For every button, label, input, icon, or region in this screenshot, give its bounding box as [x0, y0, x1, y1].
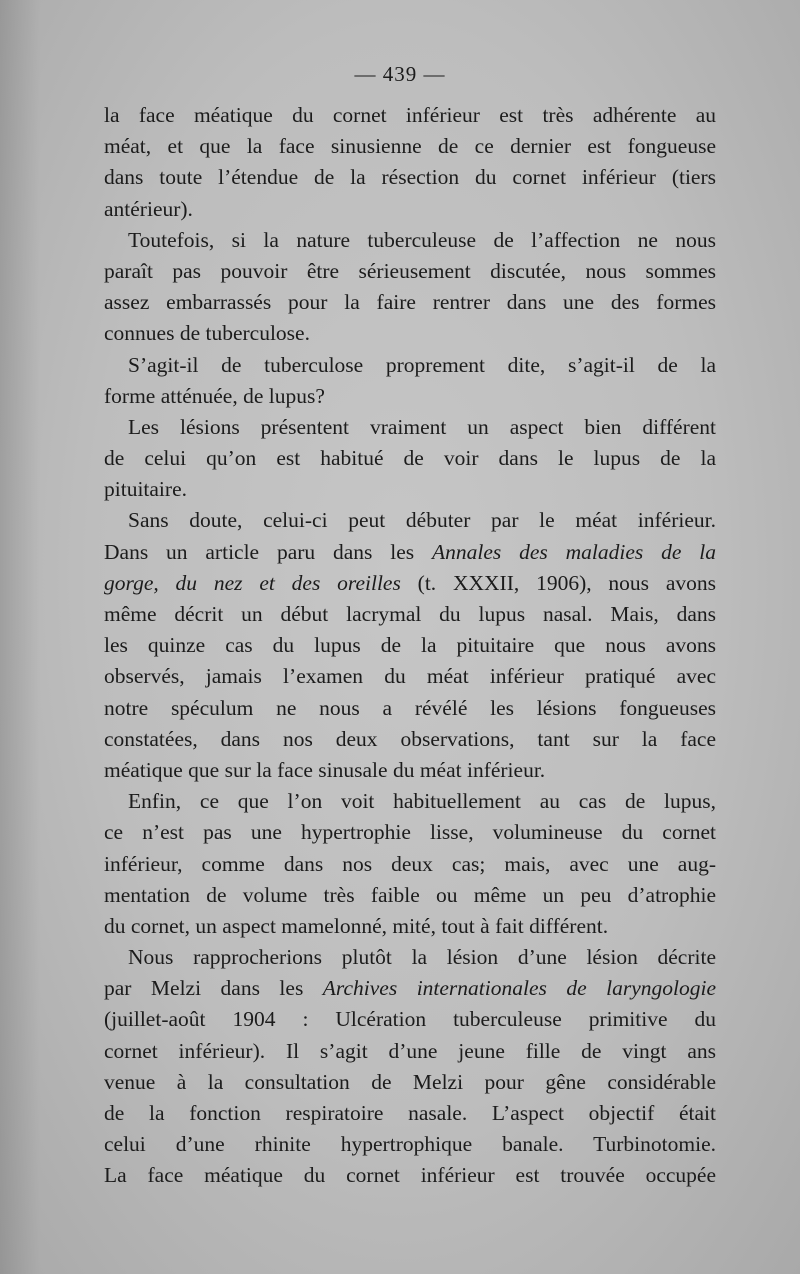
line-text: par Melzi dans les	[104, 976, 323, 1001]
line-text: pituitaire.	[104, 477, 187, 502]
line-text: Toutefois, si la nature tuberculeuse de l’affection ne nous	[128, 227, 716, 252]
line-text: de celui qu’on est habitué de voir dans le lupus de la	[104, 446, 716, 471]
text-line	[104, 568, 716, 599]
line-text: dans toute l’étendue de la résection du cornet inférieur (tiers	[104, 165, 716, 190]
line-text: venue à la consultation de Melzi pour gêne considérable	[104, 1069, 716, 1094]
line-text: mentation de volume très faible ou même un peu d’atrophie	[104, 882, 716, 907]
line-text: la face méatique du cornet inférieur est très adhérente au	[104, 103, 716, 127]
line-text: assez embarrassés pour la faire rentrer dans une des formes	[104, 290, 716, 315]
text-line	[104, 412, 716, 443]
line-text: Dans un article paru dans les	[104, 539, 433, 564]
page-number: — 439 —	[354, 62, 446, 86]
line-text: Sans doute, celui-ci peut débuter par le méat inférieur.	[128, 508, 716, 533]
line-text: forme atténuée, de lupus?	[104, 383, 325, 408]
line-text: celui d’une rhinite hypertrophique banale. Turbinotomie.	[104, 1132, 716, 1157]
text-line	[104, 1004, 716, 1035]
text-line	[104, 911, 716, 942]
line-text: La face méatique du cornet inférieur est trouvée occupée	[104, 1163, 716, 1188]
text-line	[104, 162, 716, 193]
line-text: Enfin, ce que l’on voit habituellement au cas de lupus,	[128, 789, 716, 814]
text-line	[104, 880, 716, 911]
line-text: paraît pas pouvoir être sérieusement discutée, nous sommes	[104, 258, 716, 283]
line-text: constatées, dans nos deux observations, tant sur la face	[104, 726, 716, 751]
page-gutter-shadow	[0, 0, 40, 1274]
italic-title-text: Annales des maladies de la	[432, 539, 717, 564]
text-line	[104, 1036, 716, 1067]
text-line	[104, 630, 716, 661]
text-line	[104, 1160, 716, 1191]
text-line	[104, 973, 716, 1004]
italic-title-text: Archives internationales de laryngologie	[322, 976, 716, 1001]
text-line	[104, 817, 716, 848]
body-text	[104, 100, 716, 1192]
text-line	[104, 194, 716, 225]
text-line	[104, 131, 716, 162]
line-text: Nous rapprocherions plutôt la lésion d’une lésion décrite	[128, 945, 716, 970]
text-line	[104, 100, 716, 131]
line-text: les quinze cas du lupus de la pituitaire que nous avons	[104, 633, 716, 658]
line-text: (t. XXXII, 1906), nous avons	[400, 570, 717, 595]
line-text: méat, et que la face sinusienne de ce dernier est fongueuse	[104, 134, 716, 159]
text-line	[104, 256, 716, 287]
line-text: (juillet-août 1904 : Ulcération tuberculeuse primitive du	[104, 1007, 716, 1032]
line-text: connues de tuberculose.	[104, 321, 310, 346]
line-text: cornet inférieur). Il s’agit d’une jeune fille de vingt ans	[104, 1038, 716, 1063]
line-text: notre spéculum ne nous a révélé les lésions fongueuses	[104, 695, 716, 720]
text-line	[104, 1098, 716, 1129]
line-text: méatique que sur la face sinusale du méat inférieur.	[104, 757, 546, 782]
text-line	[104, 381, 716, 412]
line-text: même décrit un début lacrymal du lupus nasal. Mais, dans	[104, 602, 716, 626]
line-text: Les lésions présentent vraiment un aspect bien différent	[128, 414, 716, 439]
line-text: de la fonction respiratoire nasale. L’aspect objectif était	[104, 1101, 716, 1125]
text-line	[104, 287, 716, 318]
line-text: ce n’est pas une hypertrophie lisse, volumineuse du cornet	[104, 820, 716, 845]
text-line	[104, 661, 716, 692]
text-line	[104, 505, 716, 536]
text-line	[104, 849, 716, 880]
text-line	[104, 350, 716, 381]
text-line	[104, 474, 716, 505]
line-text: observés, jamais l’examen du méat inférieur pratiqué avec	[104, 664, 716, 689]
text-line	[104, 1067, 716, 1098]
line-text: inférieur, comme dans nos deux cas; mais, avec une aug-	[104, 851, 716, 876]
text-line	[104, 318, 716, 349]
text-line	[104, 724, 716, 755]
line-text: antérieur).	[104, 196, 193, 221]
text-line	[104, 942, 716, 973]
text-line	[104, 443, 716, 474]
line-text: S’agit-il de tuberculose proprement dite, s’agit-il de la	[128, 352, 716, 377]
text-line	[104, 755, 716, 786]
text-line	[104, 1129, 716, 1160]
text-line	[104, 786, 716, 817]
text-line	[104, 537, 716, 568]
text-line	[104, 599, 716, 630]
italic-title-text: gorge, du nez et des oreilles	[104, 570, 401, 595]
text-line	[104, 693, 716, 724]
line-text: du cornet, un aspect mamelonné, mité, tout à fait différent.	[104, 913, 609, 938]
text-line	[104, 225, 716, 256]
